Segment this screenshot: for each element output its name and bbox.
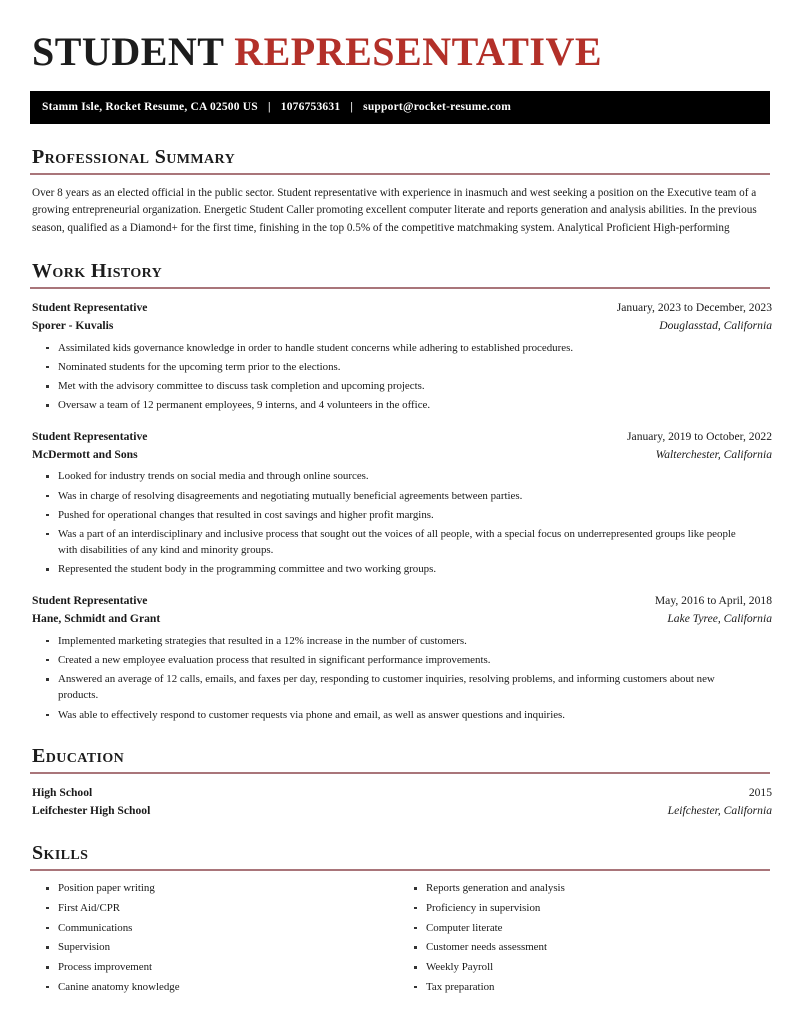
first-name-text: STUDENT [32, 29, 224, 74]
education-degree-row [32, 784, 772, 802]
work-entry-bullets [30, 633, 755, 723]
education-school: Leifchester High School [32, 804, 151, 818]
list-item: Tax preparation [400, 980, 770, 995]
work-entry-dates: January, 2023 to December, 2023 [616, 300, 772, 314]
section-work-history [30, 260, 770, 723]
work-entry-bullets [30, 468, 755, 577]
contact-separator-2: | [350, 100, 354, 113]
work-entry-company: Hane, Schmidt and Grant [32, 611, 161, 625]
work-entry-location: Walterchester, California [655, 447, 772, 461]
list-item: Process improvement [30, 960, 400, 975]
work-entry-title-row [32, 428, 772, 446]
list-item: First Aid/CPR [30, 901, 400, 916]
skills-columns [30, 881, 770, 1000]
list-item: Customer needs assessment [400, 940, 770, 955]
list-item: Created a new employee evaluation process that resulted in significant performance improvements. [30, 652, 755, 669]
contact-phone[interactable]: 1076753631 [280, 100, 341, 113]
list-item: Answered an average of 12 calls, emails, and faxes per day, responding to customer inquiries, resolving problems, and informing customers about new products. [30, 671, 755, 704]
work-entry-title: Student Representative [32, 593, 148, 607]
section-rule-skills [30, 869, 770, 871]
work-entry-company-row [32, 317, 772, 335]
list-item: Was able to effectively respond to customer requests via phone and email, as well as answer questions and inquiries. [30, 707, 755, 724]
section-education [30, 745, 770, 820]
education-location: Leifchester, California [667, 804, 772, 818]
education-entry [30, 784, 770, 820]
list-item: Looked for industry trends on social media and through online sources. [30, 468, 755, 485]
list-item: Communications [30, 921, 400, 936]
work-entry-title-row [32, 592, 772, 610]
list-item: Assimilated kids governance knowledge in order to handle student concerns while adhering to established procedures. [30, 340, 755, 357]
section-skills [30, 842, 770, 1000]
work-entry-title: Student Representative [32, 300, 148, 314]
work-entry-company: McDermott and Sons [32, 447, 138, 461]
list-item: Supervision [30, 940, 400, 955]
last-name-text: REPRESENTATIVE [234, 29, 603, 74]
list-item: Met with the advisory committee to discuss task completion and upcoming projects. [30, 378, 755, 395]
list-item: Pushed for operational changes that resulted in cost savings and higher profit margins. [30, 507, 755, 524]
list-item: Computer literate [400, 921, 770, 936]
work-entry-company: Sporer - Kuvalis [32, 318, 114, 332]
work-entry [30, 592, 770, 723]
section-rule-education [30, 772, 770, 774]
section-heading-summary: Professional Summary [32, 145, 236, 168]
education-year: 2015 [748, 786, 772, 800]
work-entry-company-row [32, 610, 772, 628]
section-rule-summary [30, 173, 770, 175]
list-item: Nominated students for the upcoming term prior to the elections. [30, 359, 755, 376]
section-heading-education: Education [32, 745, 125, 768]
summary-text: Over 8 years as an elected official in the public sector. Student representative with experience in inasmuch and west seeking a position on the Executive team of a growing entrepreneurial organization. Energetic Student Caller promoting excellent computer literate and reports generation and analysis abilities. In the previous season, qualified as a Diamond+ for the first time, finishing in the top 0.5% of the competitive matchmaking system. Analytical Proficient High-performing [32, 186, 757, 235]
list-item: Reports generation and analysis [400, 881, 770, 896]
contact-email[interactable]: support@rocket-resume.com [363, 100, 511, 113]
section-professional-summary [30, 146, 770, 238]
list-item: Weekly Payroll [400, 960, 770, 975]
work-entry [30, 428, 770, 578]
work-entry-company-row [32, 446, 772, 464]
list-item: Canine anatomy knowledge [30, 980, 400, 995]
contact-separator-1: | [267, 100, 271, 113]
work-entry-bullets [30, 340, 755, 414]
list-item: Implemented marketing strategies that resulted in a 12% increase in the number of customers. [30, 633, 755, 650]
section-heading-work-history: Work History [32, 259, 163, 282]
work-entry-dates: January, 2019 to October, 2022 [627, 429, 772, 443]
list-item: Position paper writing [30, 881, 400, 896]
list-item: Proficiency in supervision [400, 901, 770, 916]
work-entry-dates: May, 2016 to April, 2018 [654, 593, 772, 607]
work-entry [30, 299, 770, 414]
list-item: Oversaw a team of 12 permanent employees, 9 interns, and 4 volunteers in the office. [30, 397, 755, 414]
work-entry-location: Lake Tyree, California [667, 611, 772, 625]
page-title [32, 30, 770, 75]
contact-bar [30, 91, 770, 124]
work-entry-title-row [32, 299, 772, 317]
skills-column-left [30, 881, 400, 1000]
skills-list-right [400, 881, 770, 995]
list-item: Was a part of an interdisciplinary and inclusive process that sought out the voices of all people, with a special focus on underrepresented groups like people with disabilities of any kind and minority groups. [30, 526, 755, 559]
section-rule-work-history [30, 287, 770, 289]
skills-list-left [30, 881, 400, 995]
education-degree: High School [32, 786, 93, 800]
skills-column-right [400, 881, 770, 1000]
list-item: Was in charge of resolving disagreements and negotiating mutually beneficial agreements between parties. [30, 488, 755, 505]
section-heading-skills: Skills [32, 842, 89, 865]
contact-address: Stamm Isle, Rocket Resume, CA 02500 US [42, 100, 258, 113]
list-item: Represented the student body in the programming committee and two working groups. [30, 561, 755, 578]
work-entry-location: Douglasstad, California [659, 318, 772, 332]
work-entry-title: Student Representative [32, 429, 148, 443]
education-school-row [32, 802, 772, 820]
